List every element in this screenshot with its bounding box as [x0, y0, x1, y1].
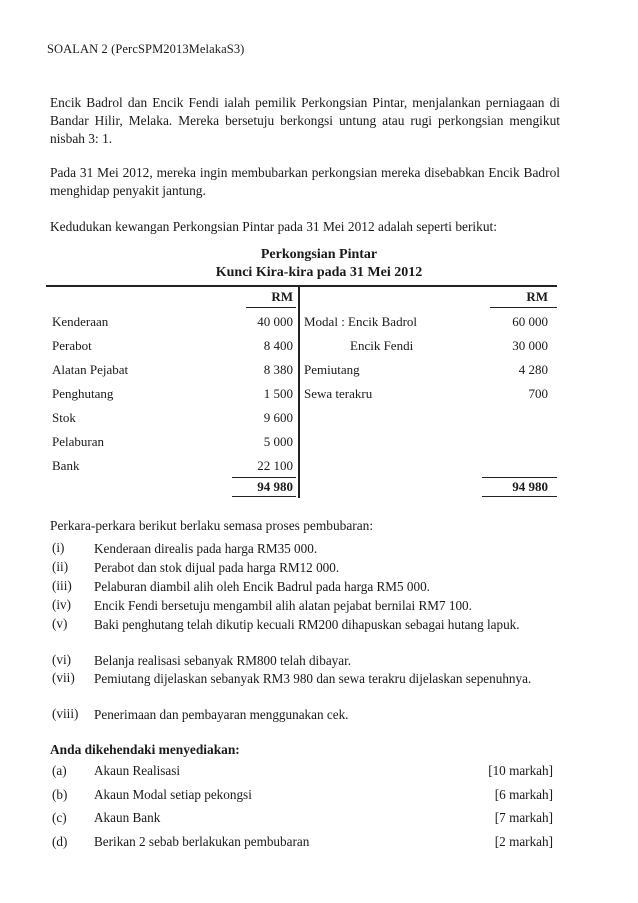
- asset-label: Alatan Pejabat: [52, 362, 129, 377]
- liability-value: 60 000: [512, 314, 548, 329]
- rule: [246, 307, 296, 308]
- statement-subtitle: Kunci Kira-kira pada 31 Mei 2012: [215, 265, 423, 280]
- event-text: Pelaburan diambil alih oleh Encik Badrul pada harga RM5 000.: [94, 579, 430, 594]
- required-text: Akaun Bank: [94, 810, 161, 825]
- total-liabilities: 94 980: [512, 479, 548, 494]
- event-number: (v): [52, 616, 68, 631]
- event-text: Baki penghutang telah dikutip kecuali RM200 dihapuskan sebagai hutang lapuk.: [94, 617, 520, 632]
- event-number: (iv): [52, 597, 72, 612]
- liability-label: Modal : Encik Badrol: [304, 314, 418, 329]
- liability-label: Pemiutang: [304, 362, 360, 377]
- top-rule: [46, 285, 557, 287]
- events-intro: Perkara-perkara berikut berlaku semasa proses pembubaran:: [50, 518, 374, 533]
- required-label: (c): [52, 810, 67, 825]
- asset-value: 22 100: [257, 458, 293, 473]
- required-label: (b): [52, 787, 68, 802]
- intro-paragraph-2: Pada 31 Mei 2012, mereka ingin membubarkan perkongsian mereka disebabkan Encik Badrol menghidap penyakit jantung.: [50, 165, 560, 198]
- asset-label: Pelaburan: [52, 434, 104, 449]
- event-number: (i): [52, 540, 65, 555]
- required-text: Akaun Realisasi: [94, 763, 181, 778]
- intro-paragraph-1: Encik Badrol dan Encik Fendi ialah pemilik Perkongsian Pintar, menjalankan perniagaan di Bandar Hilir, Melaka. Mereka bersetuju berkongsi untung atau rugi perkongsian mengikut nisbah 3: 1.: [50, 95, 560, 146]
- required-title: Anda dikehendaki menyediakan:: [50, 742, 240, 757]
- required-text: Berikan 2 sebab berlakukan pembubaran: [94, 834, 310, 849]
- asset-value: 8 380: [263, 362, 293, 377]
- marks: [7 markah]: [494, 810, 553, 825]
- rule: [482, 496, 557, 497]
- rule: [232, 496, 296, 497]
- asset-value: 40 000: [257, 314, 293, 329]
- asset-value: 8 400: [263, 338, 293, 353]
- asset-value: 5 000: [263, 434, 293, 449]
- asset-label: Penghutang: [52, 386, 114, 401]
- event-text: Encik Fendi bersetuju mengambil alih alatan pejabat bernilai RM7 100.: [94, 598, 472, 613]
- marks: [10 markah]: [488, 763, 553, 778]
- event-number: (iii): [52, 578, 72, 593]
- liability-label: Encik Fendi: [350, 338, 414, 353]
- liability-label: Sewa terakru: [304, 386, 373, 401]
- rule: [482, 477, 557, 478]
- currency-left: RM: [271, 289, 293, 304]
- event-text: Pemiutang dijelaskan sebanyak RM3 980 dan sewa terakru dijelaskan sepenuhnya.: [94, 671, 532, 686]
- liability-value: 30 000: [512, 338, 548, 353]
- event-number: (viii): [52, 706, 79, 721]
- required-label: (a): [52, 763, 67, 778]
- liability-value: 700: [528, 386, 548, 401]
- asset-label: Bank: [52, 458, 80, 473]
- event-text: Perabot dan stok dijual pada harga RM12 000.: [94, 560, 340, 575]
- rule: [490, 307, 557, 308]
- required-label: (d): [52, 834, 68, 849]
- marks: [6 markah]: [494, 787, 553, 802]
- currency-right: RM: [526, 289, 548, 304]
- intro-paragraph-3: Kedudukan kewangan Perkongsian Pintar pada 31 Mei 2012 adalah seperti berikut:: [50, 219, 497, 234]
- asset-value: 1 500: [263, 386, 293, 401]
- page-header: SOALAN 2 (PercSPM2013MelakaS3): [47, 42, 245, 56]
- marks: [2 markah]: [494, 834, 553, 849]
- liability-value: 4 280: [518, 362, 548, 377]
- event-text: Belanja realisasi sebanyak RM800 telah dibayar.: [94, 653, 352, 668]
- event-number: (ii): [52, 559, 69, 574]
- event-text: Kenderaan direalis pada harga RM35 000.: [94, 541, 318, 556]
- center-divider: [298, 285, 300, 498]
- rule: [232, 477, 296, 478]
- asset-label: Stok: [52, 410, 76, 425]
- event-text: Penerimaan dan pembayaran menggunakan cek.: [94, 707, 349, 722]
- asset-label: Perabot: [52, 338, 92, 353]
- required-text: Akaun Modal setiap pekongsi: [94, 787, 252, 802]
- event-number: (vii): [52, 670, 75, 685]
- balance-sheet: [46, 285, 557, 498]
- asset-value: 9 600: [263, 410, 293, 425]
- event-number: (vi): [52, 652, 72, 667]
- total-assets: 94 980: [257, 479, 293, 494]
- asset-label: Kenderaan: [52, 314, 109, 329]
- statement-title: Perkongsian Pintar: [260, 247, 378, 262]
